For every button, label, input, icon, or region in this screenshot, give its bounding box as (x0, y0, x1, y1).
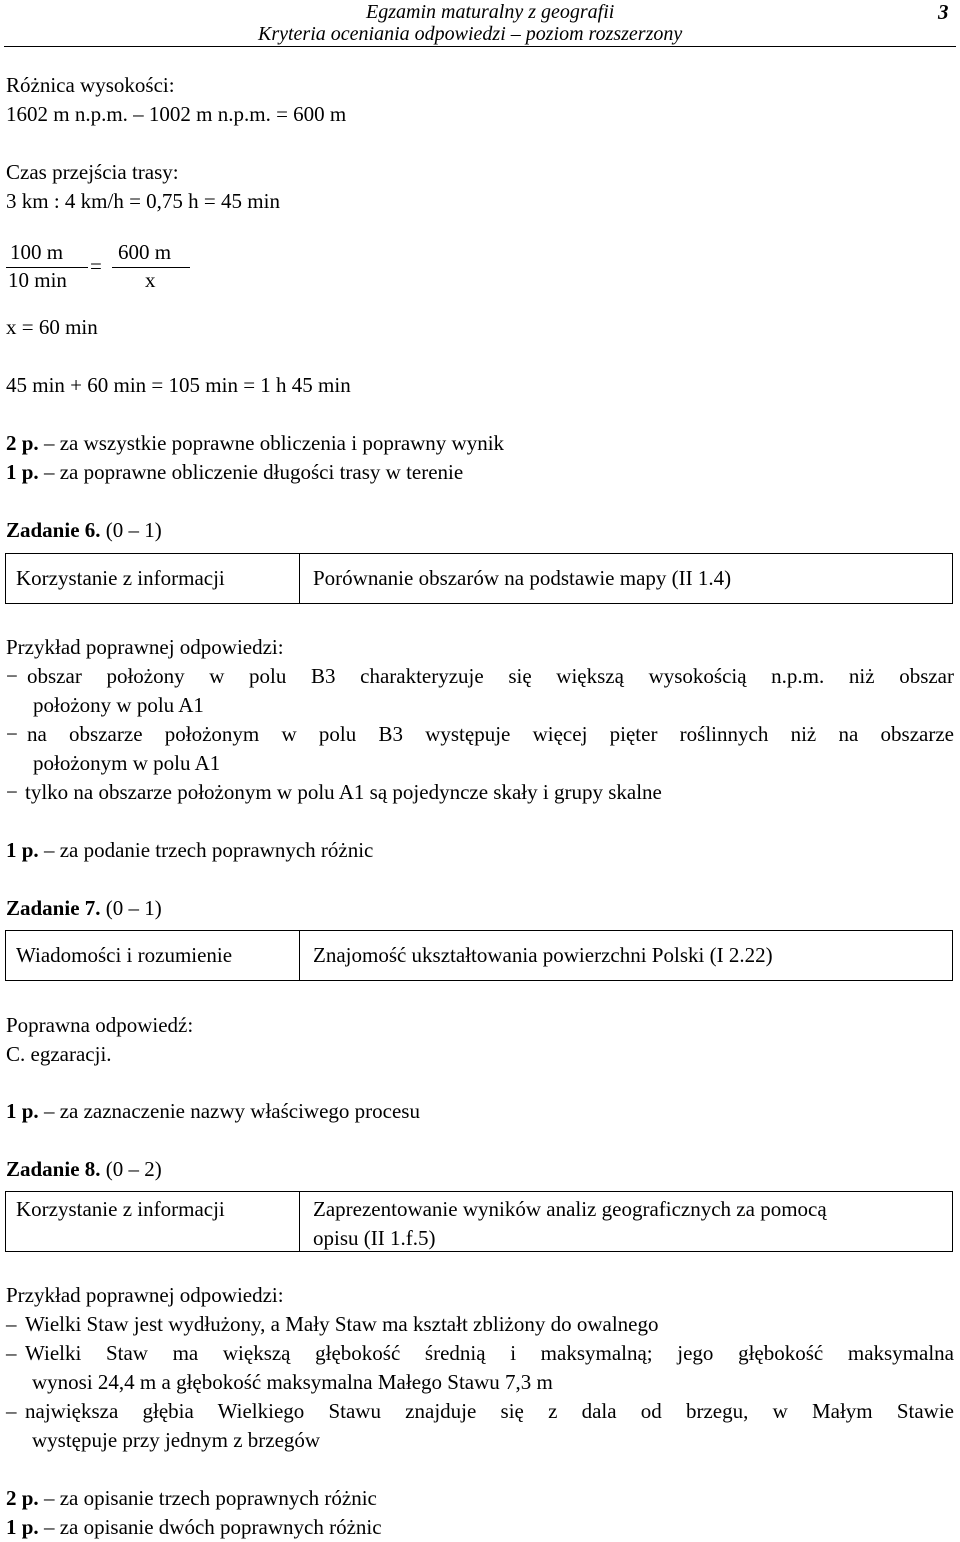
proportion-equation (6, 238, 196, 298)
list-item (0, 1397, 954, 1426)
points: 1 p. (6, 838, 39, 862)
fraction1-numerator: 100 m (10, 240, 64, 264)
points: 1 p. (6, 1099, 39, 1123)
item-text-continued: występuje przy jednym z brzegów (32, 1428, 321, 1452)
points: 2 p. (6, 431, 39, 455)
task8-heading (6, 1155, 162, 1184)
page-number: 3 (938, 0, 949, 24)
exam-title: Egzamin maturalny z geografii (366, 1, 615, 23)
scoring-text: – za poprawne obliczenie długości trasy w terenie (38, 460, 464, 484)
points: 1 p. (6, 460, 39, 484)
task7-heading (6, 894, 162, 923)
task-category: Korzystanie z informacji (6, 1192, 300, 1251)
criteria-subtitle: Kryteria oceniania odpowiedzi – poziom rozszerzony (258, 23, 683, 45)
time-sum: 45 min + 60 min = 105 min = 1 h 45 min (6, 373, 351, 397)
height-diff-value: 1602 m n.p.m. – 1002 m n.p.m. = 600 m (6, 102, 347, 126)
item-text: Wielki Staw ma większą głębokość średnią i maksymalną; jego głębokość maksymalna (25, 1341, 954, 1365)
time-value: 3 km : 4 km/h = 0,75 h = 45 min (6, 189, 280, 213)
task6-info-table (5, 553, 953, 604)
answer-text: C. egzaracji. (6, 1042, 112, 1066)
scoring-text: – za wszystkie poprawne obliczenia i poprawny wynik (38, 431, 505, 455)
item-text: tylko na obszarze położonym w polu A1 są pojedyncze skały i grupy skalne (25, 780, 662, 804)
item-text-continued: położony w polu A1 (33, 693, 204, 717)
list-item (6, 1310, 17, 1339)
task-category: Korzystanie z informacji (6, 554, 300, 603)
item-text-continued: wynosi 24,4 m a głębokość maksymalna Małego Stawu 7,3 m (32, 1370, 553, 1394)
list-item (0, 1339, 954, 1368)
scoring-line (6, 458, 463, 487)
item-text: na obszarze położonym w polu B3 występuje więcej pięter roślinnych niż na obszarze (27, 722, 954, 746)
task-category: Wiadomości i rozumienie (6, 931, 300, 980)
scoring-text: – za opisanie dwóch poprawnych różnic (38, 1515, 382, 1539)
task-range: (0 – 2) (100, 1157, 162, 1181)
task-title: Zadanie 7. (6, 896, 101, 920)
task-range: (0 – 1) (100, 518, 162, 542)
dash-bullet: − (6, 664, 18, 688)
height-diff-label: Różnica wysokości: (6, 73, 175, 97)
scoring-line (6, 1484, 377, 1513)
scoring-line (6, 1513, 382, 1542)
item-text: największa głębia Wielkiego Stawu znajduje się z dala od brzegu, w Małym Stawie (25, 1399, 954, 1423)
points: 2 p. (6, 1486, 39, 1510)
item-text: Wielki Staw jest wydłużony, a Mały Staw ma kształt zbliżony do owalnego (25, 1312, 659, 1336)
dash-bullet: – (6, 1341, 17, 1365)
x-result: x = 60 min (6, 315, 98, 339)
list-item (6, 778, 18, 807)
scoring-line (6, 836, 373, 865)
scoring-text: – za zaznaczenie nazwy właściwego procesu (38, 1099, 420, 1123)
task-title: Zadanie 6. (6, 518, 101, 542)
answer-label: Przykład poprawnej odpowiedzi: (6, 1283, 284, 1307)
dash-bullet: – (6, 1399, 17, 1423)
fraction2-denominator: x (145, 268, 156, 292)
item-text-continued: położonym w polu A1 (33, 751, 221, 775)
points: 1 p. (6, 1515, 39, 1539)
answer-label: Poprawna odpowiedź: (6, 1013, 194, 1037)
task7-info-table (5, 930, 953, 981)
dash-bullet: − (6, 780, 18, 804)
task-requirement: Znajomość ukształtowania powierzchni Polski (I 2.22) (313, 943, 773, 967)
fraction2-numerator: 600 m (118, 240, 172, 264)
answer-label: Przykład poprawnej odpowiedzi: (6, 635, 284, 659)
dash-bullet: − (6, 722, 18, 746)
scoring-text: – za opisanie trzech poprawnych różnic (38, 1486, 377, 1510)
equals-sign: = (90, 254, 102, 278)
item-text: obszar położony w polu B3 charakteryzuje się większą wysokością n.p.m. niż obszar (27, 664, 954, 688)
scoring-line (6, 1097, 420, 1126)
list-item (0, 662, 954, 691)
requirement-line: opisu (II 1.f.5) (313, 1226, 436, 1250)
task-requirement: Porównanie obszarów na podstawie mapy (II 1.4) (313, 566, 732, 590)
dash-bullet: – (6, 1312, 17, 1336)
task-requirement (300, 1192, 952, 1251)
header-divider (4, 46, 956, 47)
requirement-line: Zaprezentowanie wyników analiz geograficznych za pomocą (313, 1197, 827, 1221)
fraction1-denominator: 10 min (8, 268, 67, 292)
scoring-text: – za podanie trzech poprawnych różnic (38, 838, 374, 862)
scoring-line (6, 429, 504, 458)
task-title: Zadanie 8. (6, 1157, 101, 1181)
task6-heading (6, 516, 162, 545)
time-label: Czas przejścia trasy: (6, 160, 179, 184)
page-header (0, 0, 960, 47)
task-range: (0 – 1) (100, 896, 162, 920)
list-item (0, 720, 954, 749)
task8-info-table (5, 1191, 953, 1252)
